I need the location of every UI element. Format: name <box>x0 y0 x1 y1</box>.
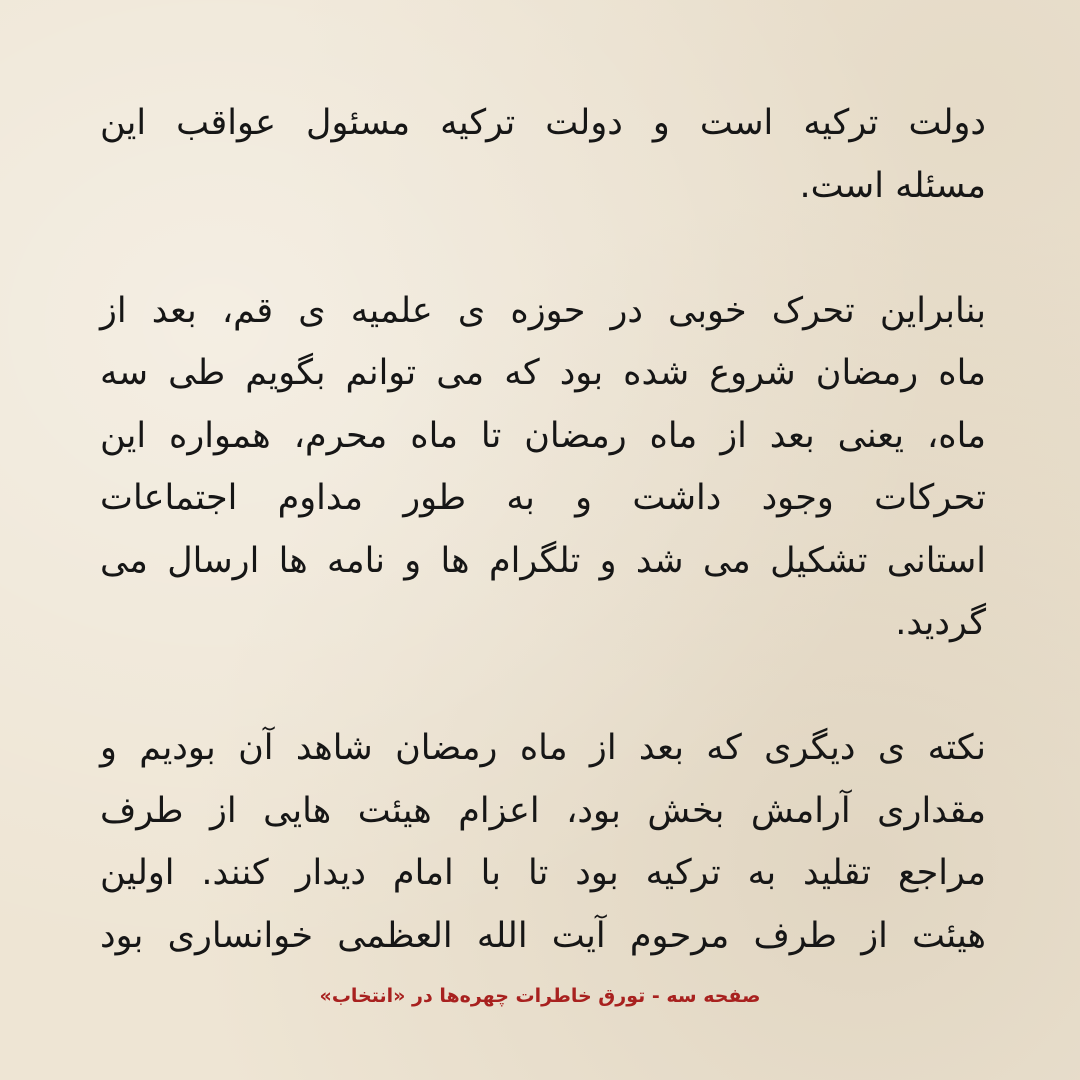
text-line: ماه، یعنی بعد از ماه رمضان تا ماه محرم، همواره این <box>100 415 986 456</box>
text-line: تحرکات وجود داشت و به طور مداوم اجتماعات <box>100 478 986 518</box>
text-line: نکته ی دیگری که بعد از ماه رمضان شاهد آن بودیم و <box>100 728 986 768</box>
paragraph-2 <box>100 280 986 655</box>
text-line: مسئله است. <box>799 165 986 206</box>
document-body <box>100 92 986 967</box>
text-line: دولت ترکیه است و دولت ترکیه مسئول عواقب این <box>100 103 986 143</box>
text-line: مقداری آرامش بخش بود، اعزام هیئت هایی از طرف <box>100 790 986 831</box>
paragraph-1 <box>100 92 986 217</box>
text-line: هیئت از طرف مرحوم آیت الله العظمی خوانساری بود <box>100 915 986 956</box>
text-line: استانی تشکیل می شد و تلگرام ها و نامه ها ارسال می <box>100 540 986 581</box>
page-footer-caption: صفحه سه - تورق خاطرات چهره‌ها در «انتخاب» <box>319 985 761 1007</box>
text-line: گردید. <box>895 603 986 643</box>
text-line: مراجع تقلید به ترکیه بود تا با امام دیدار کنند. اولین <box>100 853 986 893</box>
paragraph-3 <box>100 717 986 967</box>
text-line: بنابراین تحرک خوبی در حوزه ی علمیه ی قم، بعد از <box>100 290 986 331</box>
text-line: ماه رمضان شروع شده بود که می توانم بگویم طی سه <box>100 353 986 393</box>
